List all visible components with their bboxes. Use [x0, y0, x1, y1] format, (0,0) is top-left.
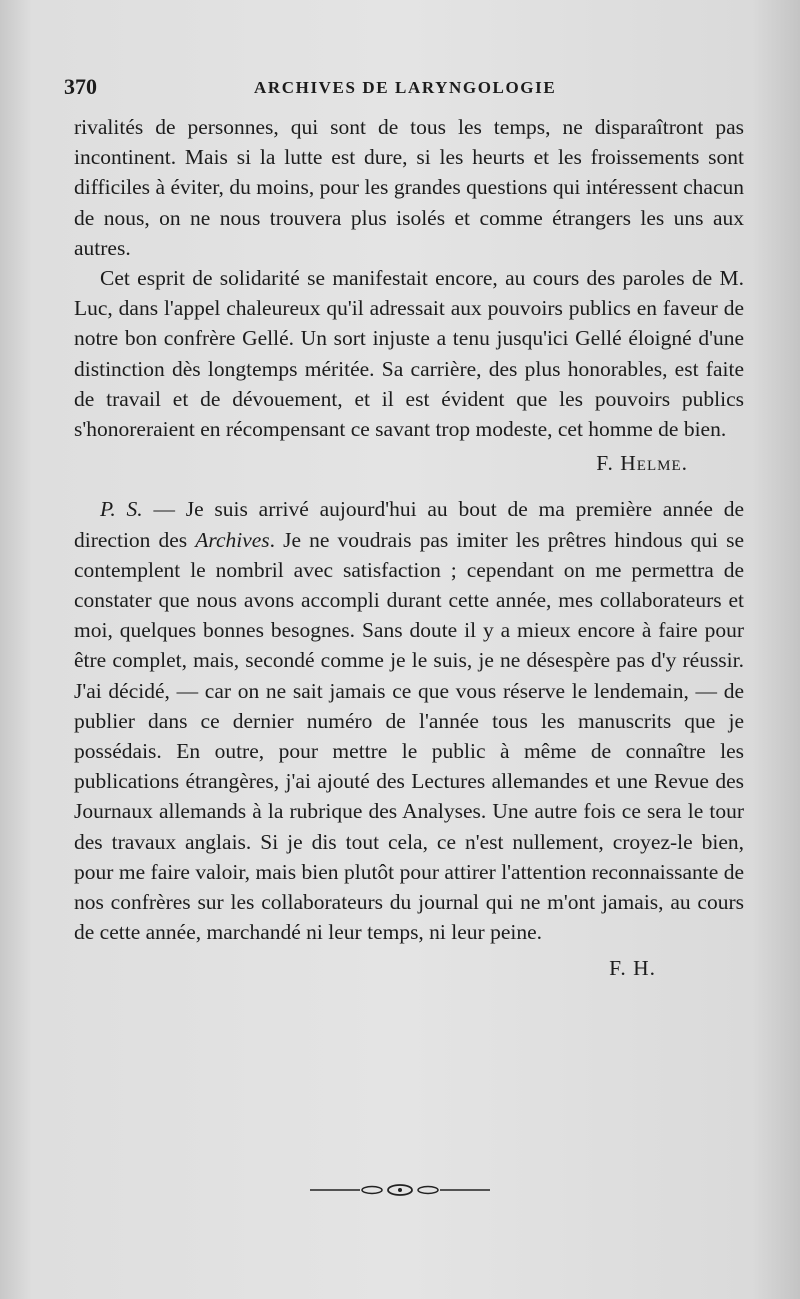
postscript-label: P. S. — [100, 497, 143, 522]
signature-helme: F. Helme. — [596, 451, 688, 476]
postscript-journal-name: Archives — [195, 527, 270, 552]
ornament-divider-icon — [310, 1182, 490, 1198]
postscript-text-1: — Je suis arrivé aujourd'hui au bout de ma première année de direction des — [74, 497, 744, 552]
postscript-text-2: . Je ne voudrais pas imiter les prêtres hindous qui se contemplent le nombril avec satisfaction ; cependant on me permettra de constater que nous avons accompli durant cette année, mes collaborateurs et moi, quelques bonnes besognes. Sans doute il y a mieux encore à faire pour être complet, mais, secondé comme je le suis, je ne désespère pas d'y réussir. J'ai décidé, — car on ne sait jamais ce que vous réserve le lendemain, — de publier dans ce dernier numéro de l'année tous les manuscrits que je possédais. En outre, pour mettre le public à même de connaître les publications étrangères, j'ai ajouté des Lectures allemandes et une Revue des Journaux allemands à la rubrique des Analyses. Une autre fois ce sera le tour des travaux anglais. Si je dis tout cela, ce n'est nullement, croyez-le bien, pour me faire valoir, mais bien plutôt pour attirer l'attention reconnaissante de nos confrères sur les collaborateurs du journal qui ne m'ont jamais, au cours de cette année, marchandé ni leur temps, ni leur peine. — [74, 527, 744, 945]
journal-title: ARCHIVES DE LARYNGOLOGIE — [254, 78, 557, 97]
paragraph-solidarity: Cet esprit de solidarité se manifestait encore, au cours des paroles de M. Luc, dans l'appel chaleureux qu'il adressait aux pouvoirs publics en faveur de notre bon confrère Gellé. Un sort injuste a tenu jusqu'ici Gellé éloigné d'une distinction dès longtemps méritée. Sa carrière, des plus honorables, est faite de travail et de dévouement, et il est évident que les pouvoirs publics s'honoreraient en récompensant ce savant trop modeste, cet homme de bien. — [74, 266, 744, 442]
running-head — [64, 74, 742, 104]
postscript-paragraph — [74, 494, 744, 947]
paragraph-continuation: rivalités de personnes, qui sont de tous les temps, ne disparaîtront pas incontinent. Mais si la lutte est dure, si les heurts et les froissements sont difficiles à éviter, du moins, pour les grandes questions qui intéressent chacun de nous, on ne nous trouvera plus isolés et comme étrangers les uns aux autres. — [74, 115, 744, 260]
signature-fh: F. H. — [609, 956, 656, 981]
text-block — [74, 112, 744, 984]
page-number: 370 — [64, 74, 97, 99]
